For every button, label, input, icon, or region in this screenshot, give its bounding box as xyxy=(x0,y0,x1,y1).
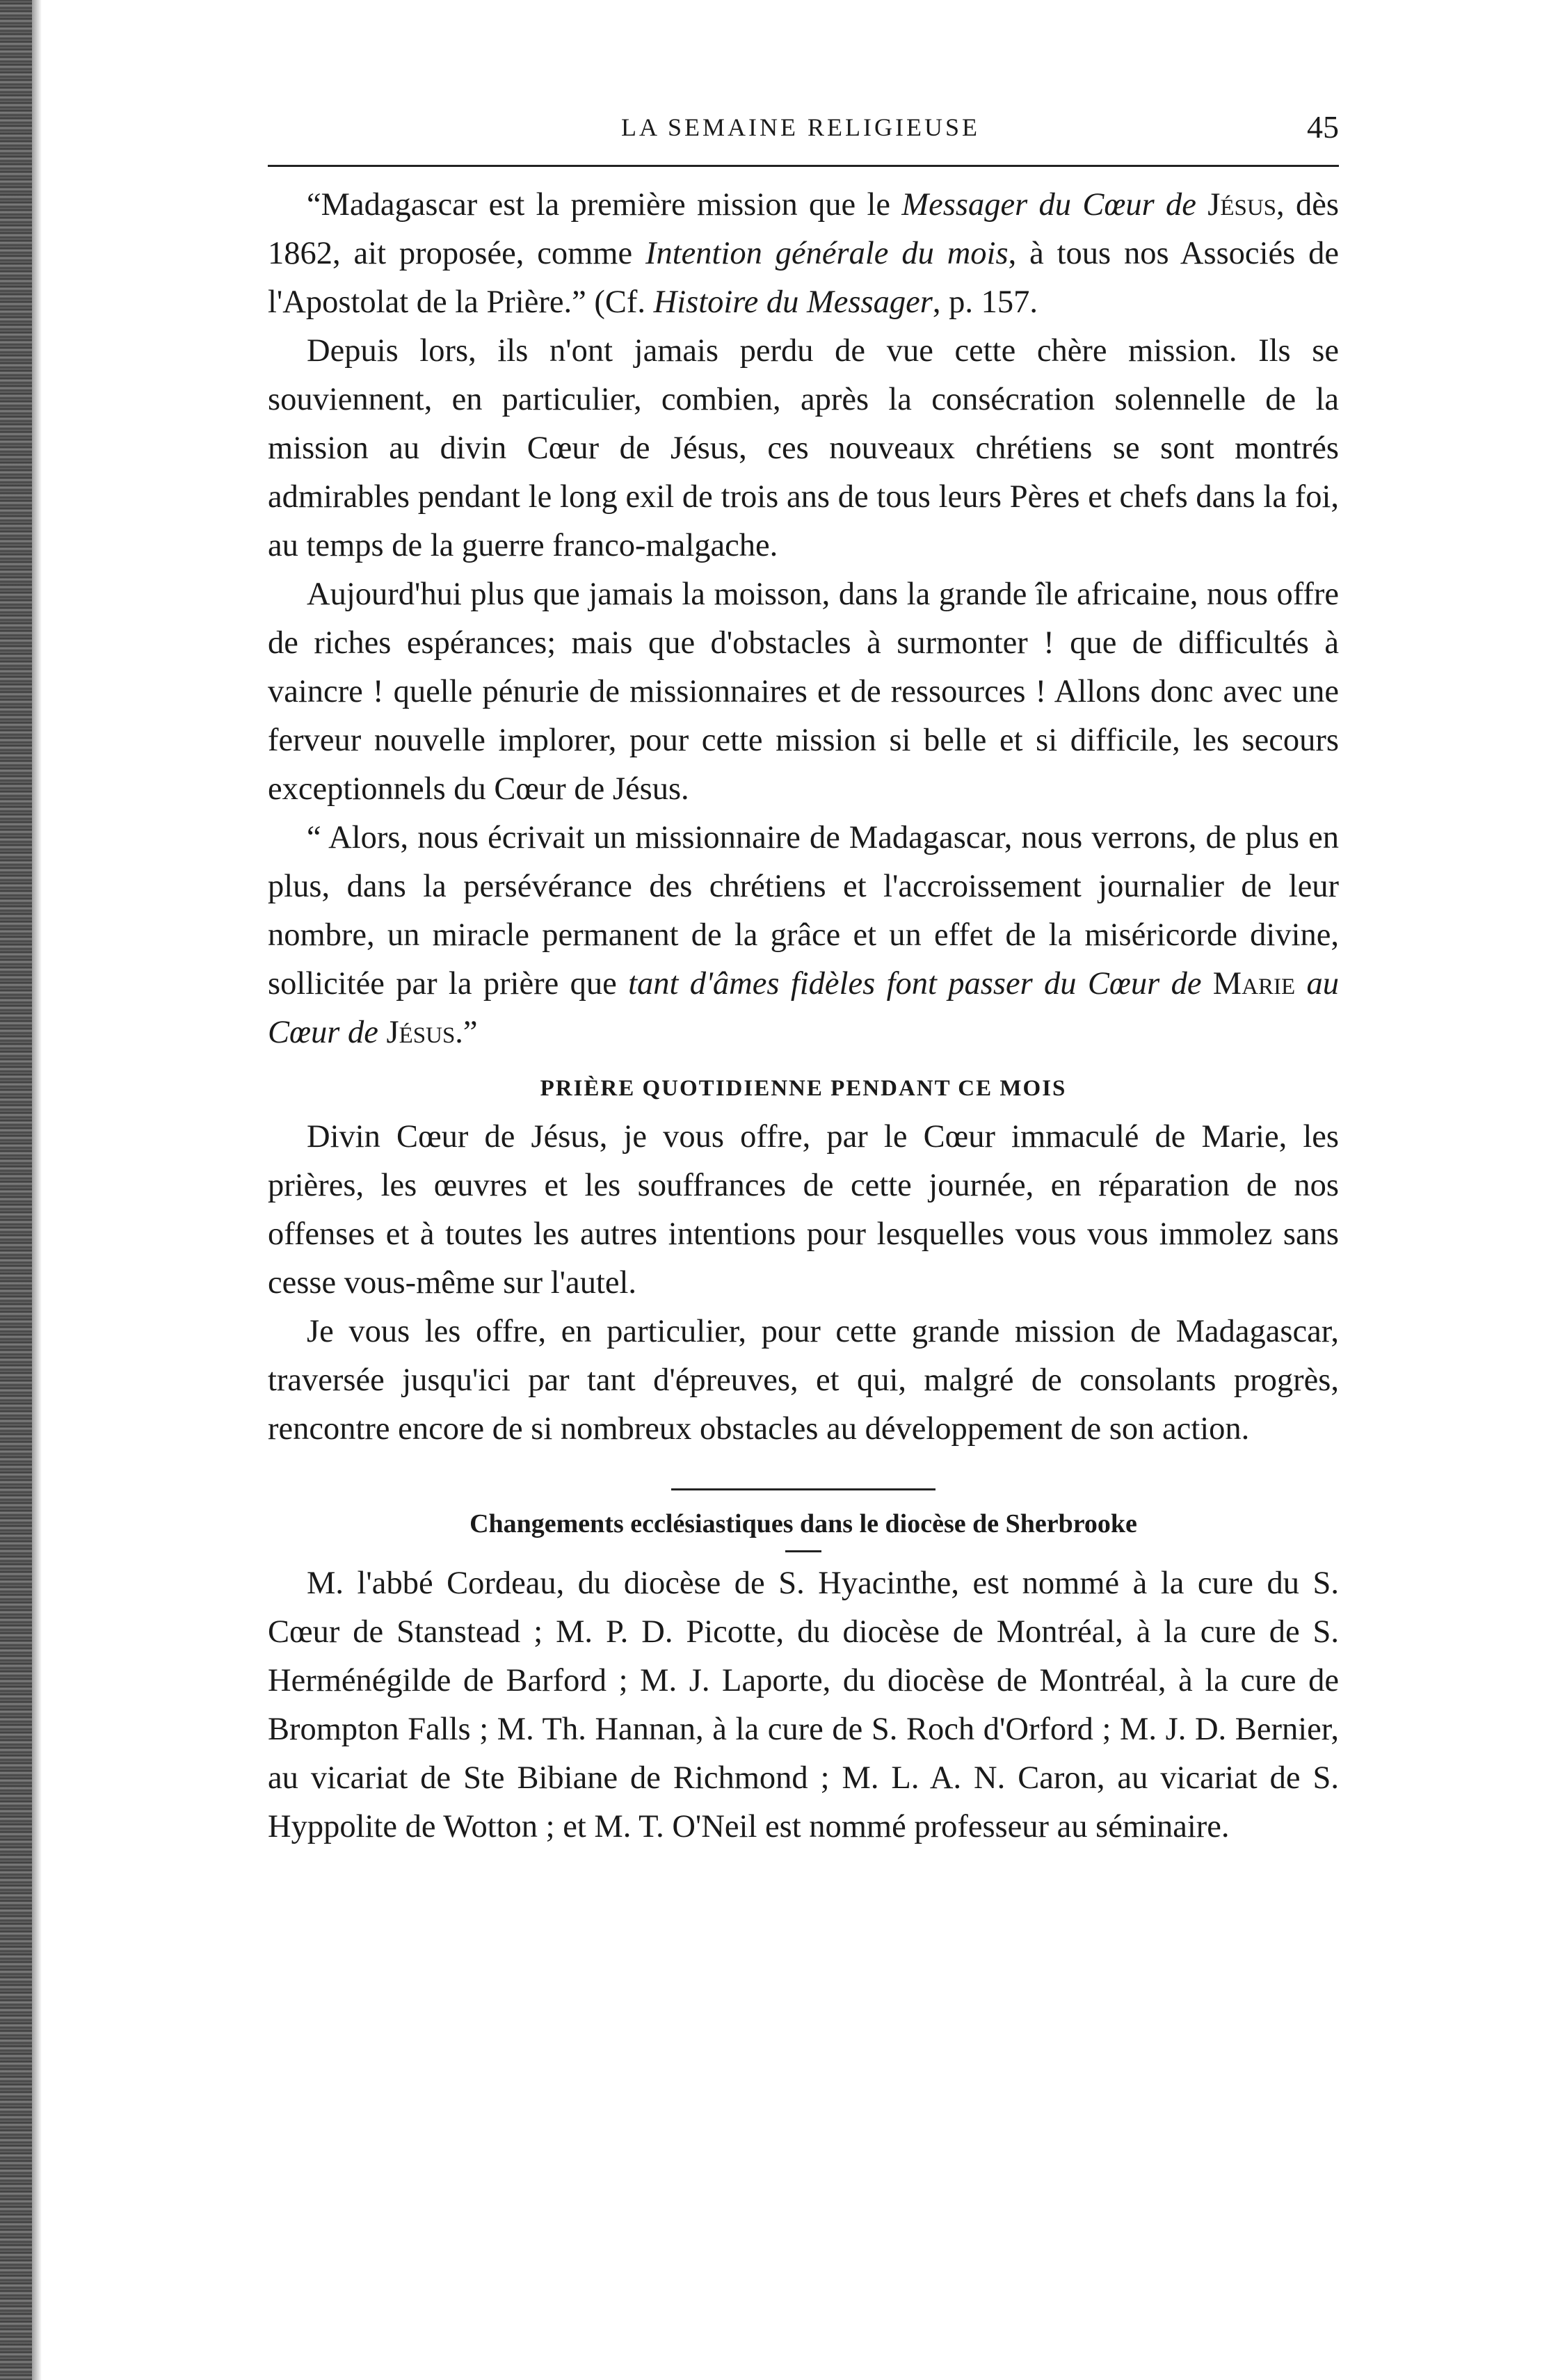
title-underline xyxy=(785,1550,821,1552)
section-title-changements: Changements ecclésiastiques dans le diocèse de Sherbrooke xyxy=(469,1509,1137,1538)
page-body xyxy=(268,181,1339,1851)
paragraph-madagascar: “Madagascar est la première mission que le Messager du Cœur de Jésus, dès 1862, ait proposée, comme Intention générale du mois, à tous nos Associés de l'Apostolat de la Prière.” (Cf. Histoire du Messager, p. 157. xyxy=(268,187,1339,320)
header-rule xyxy=(268,165,1339,167)
paragraph-changements: M. l'abbé Cordeau, du diocèse de S. Hyacinthe, est nommé à la cure du S. Cœur de Stanstead ; M. P. D. Picotte, du diocèse de Montréal, à la cure de S. Herménégilde de Barford ; M. J. Laporte, du diocèse de Montréal, à la cure de Brompton Falls ; M. Th. Hannan, à la cure de S. Roch d'Orford ; M. J. D. Bernier, au vicariat de Ste Bibiane de Richmond ; M. L. A. N. Caron, au vicariat de S. Hyppolite de Wotton ; et M. T. O'Neil est nommé professeur au séminaire. xyxy=(268,1566,1339,1844)
paragraph-priere-2: Je vous les offre, en particulier, pour cette grande mission de Madagascar, traversée jusqu'ici par tant d'épreuves, et qui, malgré de consolants progrès, rencontre encore de si nombreux obstacles au développement de son action. xyxy=(268,1314,1339,1447)
section-title-priere: PRIÈRE QUOTIDIENNE PENDANT CE MOIS xyxy=(540,1076,1067,1101)
binding-shadow xyxy=(32,0,42,2380)
section-divider xyxy=(671,1488,935,1490)
paragraph-priere-1: Divin Cœur de Jésus, je vous offre, par le Cœur immaculé de Marie, les prières, les œuvres et les souffrances de cette journée, en réparation de nos offenses et à toutes les autres intentions pour lesquelles vous vous immolez sans cesse vous-même sur l'autel. xyxy=(268,1119,1339,1301)
page-header xyxy=(268,109,1339,154)
book-binding-edge xyxy=(0,0,32,2380)
paragraph-depuis-lors: Depuis lors, ils n'ont jamais perdu de vue cette chère mission. Ils se souviennent, en particulier, combien, après la consécration solennelle de la mission au divin Cœur de Jésus, ces nouveaux chrétiens se sont montrés admirables pendant le long exil de trois ans de tous leurs Pères et chefs dans la foi, au temps de la guerre franco-malgache. xyxy=(268,333,1339,563)
paragraph-alors: “ Alors, nous écrivait un missionnaire de Madagascar, nous verrons, de plus en plus, dans la persévérance des chrétiens et l'accroissement journalier de leur nombre, un miracle permanent de la grâce et un effet de la miséricorde divine, sollicitée par la prière que tant d'âmes fidèles font passer du Cœur de Marie au Cœur de Jésus.” xyxy=(268,820,1339,1050)
page-number: 45 xyxy=(1307,109,1339,145)
paragraph-aujourdhui: Aujourd'hui plus que jamais la moisson, dans la grande île africaine, nous offre de riches espérances; mais que d'obstacles à surmonter ! que de difficultés à vaincre ! quelle pénurie de missionnaires et de ressources ! Allons donc avec une ferveur nouvelle implorer, pour cette mission si belle et si difficile, les secours exceptionnels du Cœur de Jésus. xyxy=(268,577,1339,807)
running-head: LA SEMAINE RELIGIEUSE xyxy=(621,113,980,141)
